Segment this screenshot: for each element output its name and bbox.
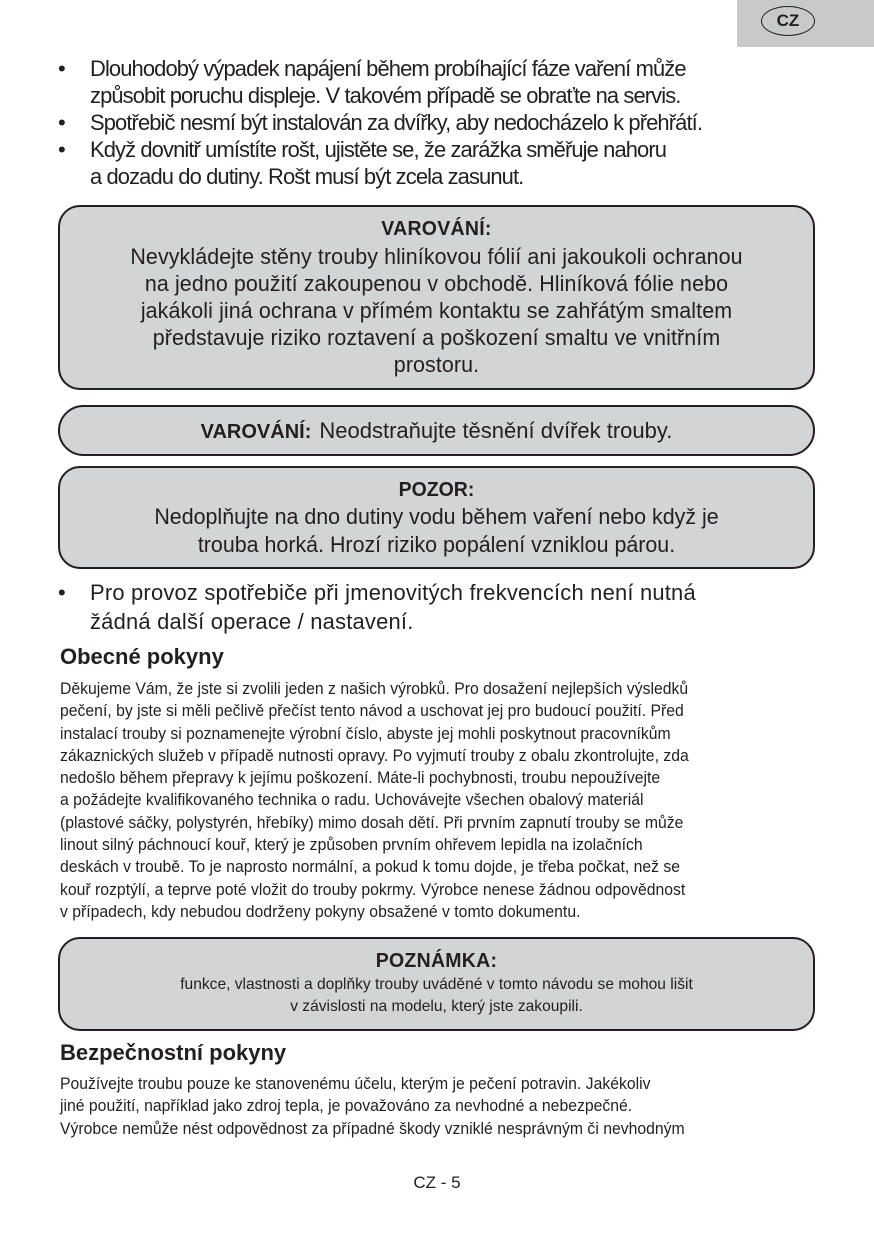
middle-bullet-list <box>58 578 818 636</box>
warning-text-line: Nevykládejte stěny trouby hliníkovou fólií ani jakoukoli ochranou <box>130 244 743 269</box>
bullet-text-line: způsobit poruchu displeje. V takovém případě se obraťte na servis. <box>90 83 681 108</box>
warning-text: Neodstraňujte těsnění dvířek trouby. <box>319 418 673 443</box>
warning-text-line: na jedno použití zakoupenou v obchodě. Hliníková fólie nebo <box>144 271 729 296</box>
bullet-text-line: žádná další operace / nastavení. <box>90 609 414 634</box>
general-instructions-paragraph <box>60 678 820 923</box>
bullet-icon: • <box>58 110 65 135</box>
bullet-icon: • <box>58 580 66 605</box>
bullet-icon: • <box>58 137 65 162</box>
paragraph-line: kouř rozptýlí, a teprve poté vložit do trouby pokrmy. Výrobce nenese žádnou odpovědnost <box>60 880 686 899</box>
warning-text-line: prostoru. <box>393 352 480 377</box>
section-heading-safety: Bezpečnostní pokyny <box>60 1040 287 1065</box>
list-item <box>58 578 818 636</box>
safety-instructions-paragraph <box>60 1073 820 1140</box>
list-item <box>58 136 818 190</box>
bullet-text-line: Spotřebič nesmí být instalován za dvířky, aby nedocházelo k přehřátí. <box>90 110 703 135</box>
note-text-line: v závislosti na modelu, který jste zakoupili. <box>290 998 583 1015</box>
list-item <box>58 55 818 109</box>
note-box <box>58 937 815 1031</box>
caution-title: POZOR: <box>398 479 475 501</box>
paragraph-line: pečení, by jste si měli pečlivě přečíst tento návod a uschovat jej pro budoucí použití. Před <box>60 702 684 721</box>
paragraph-line: linout silný páchnoucí kouř, který je způsoben prvním ohřevem lepidla na izolačních <box>60 836 643 855</box>
top-bullet-list <box>58 55 818 190</box>
bullet-text-line: a dozadu do dutiny. Rošt musí být zcela zasunut. <box>90 164 524 189</box>
warning-box-door-seal <box>58 405 815 456</box>
paragraph-line: a požádejte kvalifikovaného technika o radu. Uchovávejte všechen obalový materiál <box>60 791 644 810</box>
paragraph-line: deskách v troubě. To je naprosto normální, a pokud k tomu dojde, je třeba počkat, než se <box>60 858 681 877</box>
section-heading-general: Obecné pokyny <box>60 644 224 669</box>
bullet-text-line: Pro provoz spotřebiče při jmenovitých frekvencích není nutná <box>90 580 696 605</box>
page-number: CZ - 5 <box>413 1173 461 1192</box>
warning-text-line: jakákoli jiná ochrana v přímém kontaktu se zahřátým smaltem <box>140 298 733 323</box>
caution-text-line: Nedoplňujte na dno dutiny vodu během vaření nebo když je <box>154 504 719 529</box>
paragraph-line: instalací trouby si poznamenejte výrobní číslo, abyste jej mohli poskytnout pracovníkům <box>60 724 671 743</box>
note-title: POZNÁMKA: <box>375 950 498 972</box>
caution-text-line: trouba horká. Hrozí riziko popálení vzniklou párou. <box>197 532 676 557</box>
warning-title: VAROVÁNÍ: <box>200 421 312 443</box>
language-tab <box>737 0 874 47</box>
paragraph-line: Výrobce nemůže nést odpovědnost za případné škody vzniklé nesprávným či nevhodným <box>60 1119 685 1138</box>
bullet-icon: • <box>58 56 65 81</box>
note-text-line: funkce, vlastnosti a doplňky trouby uváděné v tomto návodu se mohou lišit <box>180 976 693 993</box>
warning-box-foil <box>58 205 815 390</box>
caution-box <box>58 466 815 569</box>
bullet-text-line: Když dovnitř umístíte rošt, ujistěte se, že zarážka směřuje nahoru <box>90 137 667 162</box>
paragraph-line: nedošlo během přepravy k jejímu poškození. Máte-li pochybnosti, troubu nepoužívejte <box>60 769 661 788</box>
paragraph-line: jiné použití, například jako zdroj tepla, je považováno za nevhodné a nebezpečné. <box>60 1097 633 1116</box>
paragraph-line: zákaznických služeb v případě nutnosti opravy. Po vyjmutí trouby z obalu zkontrolujte, zda <box>60 746 689 765</box>
paragraph-line: Děkujeme Vám, že jste si zvolili jeden z našich výrobků. Pro dosažení nejlepších výsledků <box>60 680 689 698</box>
paragraph-line: v případech, kdy nebudou dodrženy pokyny obsažené v tomto dokumentu. <box>60 902 581 921</box>
language-badge: CZ <box>761 6 815 36</box>
warning-text-line: představuje riziko roztavení a poškození smaltu ve vnitřním <box>152 325 721 350</box>
list-item <box>58 109 818 136</box>
warning-title: VAROVÁNÍ: <box>381 218 492 240</box>
bullet-text-line: Dlouhodobý výpadek napájení během probíhající fáze vaření může <box>90 56 686 81</box>
paragraph-line: (plastové sáčky, polystyrén, hřebíky) mimo dosah dětí. Při prvním zapnutí trouby se může <box>60 813 684 832</box>
paragraph-line: Používejte troubu pouze ke stanovenému účelu, kterým je pečení potravin. Jakékoliv <box>60 1075 651 1093</box>
